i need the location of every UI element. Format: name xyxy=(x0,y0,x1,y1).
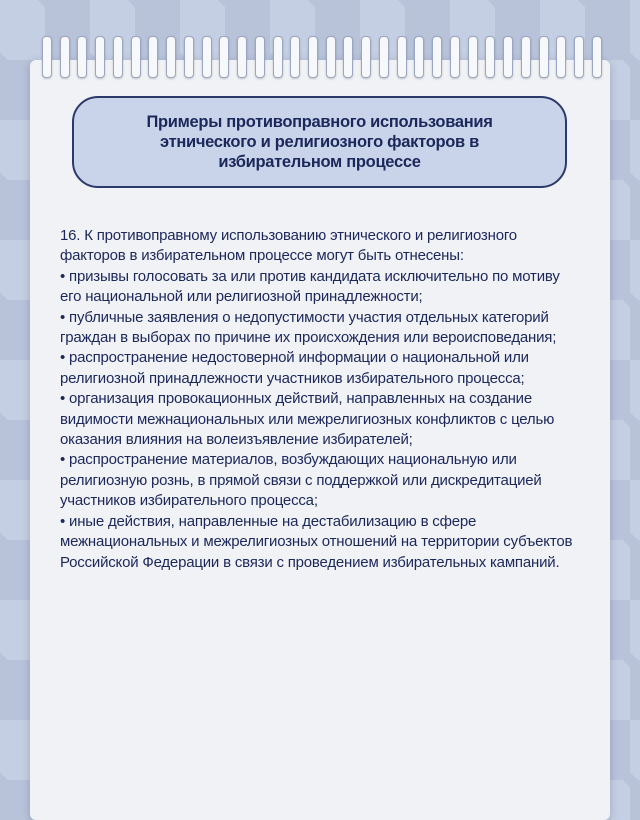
list-item: • призывы голосовать за или против кандидата исключительно по мотиву его национальной или религиозной принадлежности; xyxy=(60,267,560,306)
spiral-ring xyxy=(202,36,212,78)
spiral-ring xyxy=(131,36,141,78)
spiral-ring xyxy=(219,36,229,78)
spiral-ring xyxy=(539,36,549,78)
spiral-ring xyxy=(343,36,353,78)
list-item: • распространение материалов, возбуждающих национальную или религиозную рознь, в прямой связи с поддержкой или дискредитацией участников избирательного процесса; xyxy=(60,451,542,510)
spiral-ring xyxy=(397,36,407,78)
list-item: • иные действия, направленные на дестабилизацию в сфере межнациональных и межрелигиозных отношений на территории субъектов Российской Федерации в связи с проведением избирательных кампаний. xyxy=(60,512,573,571)
spiral-ring xyxy=(468,36,478,78)
spiral-ring xyxy=(521,36,531,78)
spiral-ring xyxy=(556,36,566,78)
spiral-ring xyxy=(290,36,300,78)
page-title: Примеры противоправного использования этнического и религиозного факторов в избирательном процессе xyxy=(146,113,493,171)
spiral-ring xyxy=(592,36,602,78)
spiral-ring xyxy=(77,36,87,78)
spiral-ring xyxy=(166,36,176,78)
spiral-ring xyxy=(308,36,318,78)
spiral-ring xyxy=(237,36,247,78)
spiral-ring xyxy=(361,36,371,78)
spiral-ring xyxy=(326,36,336,78)
spiral-ring xyxy=(379,36,389,78)
spiral-ring xyxy=(184,36,194,78)
spiral-ring xyxy=(414,36,424,78)
spiral-ring xyxy=(255,36,265,78)
spiral-binding xyxy=(42,36,602,80)
spiral-ring xyxy=(60,36,70,78)
spiral-ring xyxy=(113,36,123,78)
spiral-ring xyxy=(450,36,460,78)
spiral-ring xyxy=(95,36,105,78)
spiral-ring xyxy=(42,36,52,78)
spiral-ring xyxy=(485,36,495,78)
list-item: • организация провокационных действий, направленных на создание видимости межнациональных или межрелигиозных конфликтов с целью оказания влияния на волеизъявление избирателей; xyxy=(60,390,555,449)
article-body xyxy=(60,226,580,573)
spiral-ring xyxy=(273,36,283,78)
title-banner xyxy=(72,96,567,188)
spiral-ring xyxy=(148,36,158,78)
list-item: • публичные заявления о недопустимости участия отдельных категорий граждан в выборах по причине их происхождения или вероисповедания; xyxy=(60,308,557,347)
intro-paragraph: 16. К противоправному использованию этнического и религиозного факторов в избирательном процессе могут быть отнесены: xyxy=(60,227,517,265)
spiral-ring xyxy=(503,36,513,78)
list-item: • распространение недостоверной информации о национальной или религиозной принадлежности участников избирательного процесса; xyxy=(60,349,529,387)
spiral-ring xyxy=(574,36,584,78)
spiral-ring xyxy=(432,36,442,78)
